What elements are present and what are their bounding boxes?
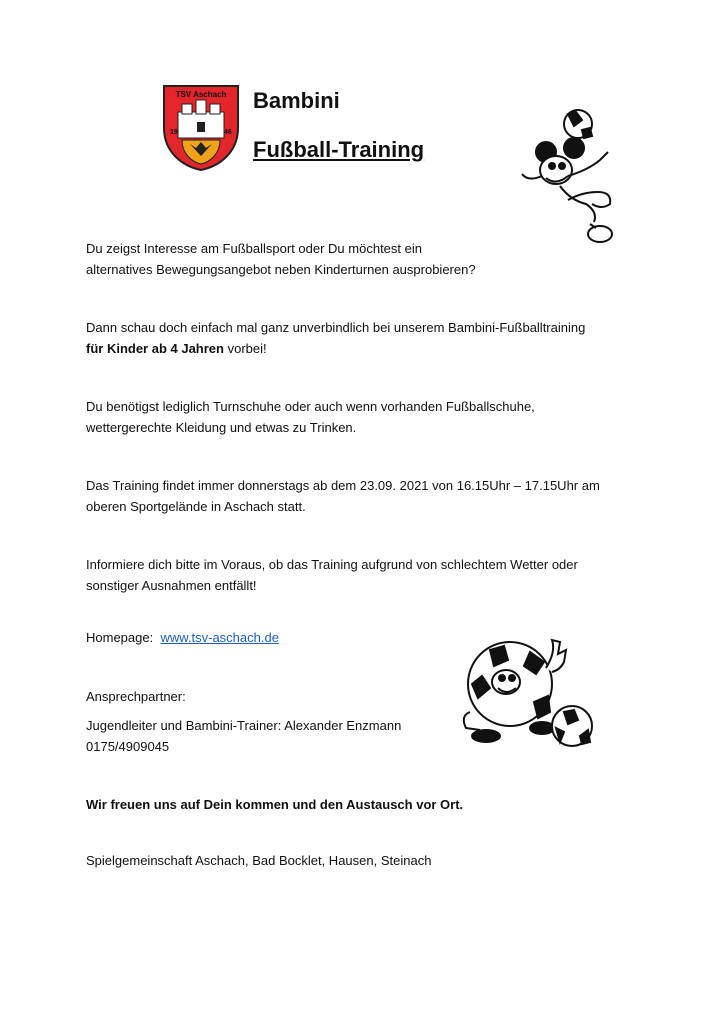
cartoon-soccer-ball-icon — [460, 632, 600, 760]
weather-paragraph — [86, 554, 646, 596]
title-fussball-training: Fußball-Training — [253, 137, 425, 162]
schedule-line-1: Das Training findet immer donnerstags ab dem 23.09. 2021 von 16.15Uhr – 17.15Uhr am — [86, 478, 600, 493]
contact-label: Ansprechpartner: — [86, 689, 186, 704]
weather-line-1: Informiere dich bitte im Voraus, ob das Training aufgrund von schlechtem Wetter oder — [86, 557, 578, 572]
age-highlight: für Kinder ab 4 Jahren — [86, 341, 224, 356]
cartoon-mouse-with-ball-icon — [516, 100, 628, 248]
logo-year-right: 46 — [224, 129, 232, 136]
intro-paragraph — [86, 238, 646, 280]
title-bambini: Bambini — [253, 88, 340, 113]
intro-line-1: Du zeigst Interesse am Fußballsport oder Du möchtest ein — [86, 241, 422, 256]
closing-statement: Wir freuen uns auf Dein kommen und den Austausch vor Ort. — [86, 797, 464, 812]
invite-line-2-rest: vorbei! — [223, 341, 267, 356]
schedule-paragraph — [86, 475, 646, 517]
logo-club-name: TSV Aschach — [175, 90, 227, 99]
intro-line-2: alternatives Bewegungsangebot neben Kinderturnen ausprobieren? — [86, 262, 476, 277]
contact-name: Jugendleiter und Bambini-Trainer: Alexander Enzmann — [86, 718, 402, 733]
invite-paragraph — [86, 317, 646, 359]
weather-line-2: sonstiger Ausnahmen entfällt! — [86, 578, 257, 593]
equipment-line-1: Du benötigst lediglich Turnschuhe oder auch wenn vorhanden Fußballschuhe, — [86, 399, 535, 414]
contact-phone: 0175/4909045 — [86, 739, 170, 754]
footer-clubs: Spielgemeinschaft Aschach, Bad Bocklet, Hausen, Steinach — [86, 853, 432, 868]
club-logo — [160, 82, 242, 172]
equipment-line-2: wettergerechte Kleidung und etwas zu Trinken. — [86, 420, 357, 435]
equipment-paragraph — [86, 396, 646, 438]
logo-year-left: 19 — [170, 129, 178, 136]
homepage-label: Homepage: — [86, 630, 161, 645]
schedule-line-2: oberen Sportgelände in Aschach statt. — [86, 499, 306, 514]
homepage-link[interactable]: www.tsv-aschach.de — [160, 630, 279, 645]
invite-line-1: Dann schau doch einfach mal ganz unverbindlich bei unserem Bambini-Fußballtraining — [86, 320, 586, 335]
